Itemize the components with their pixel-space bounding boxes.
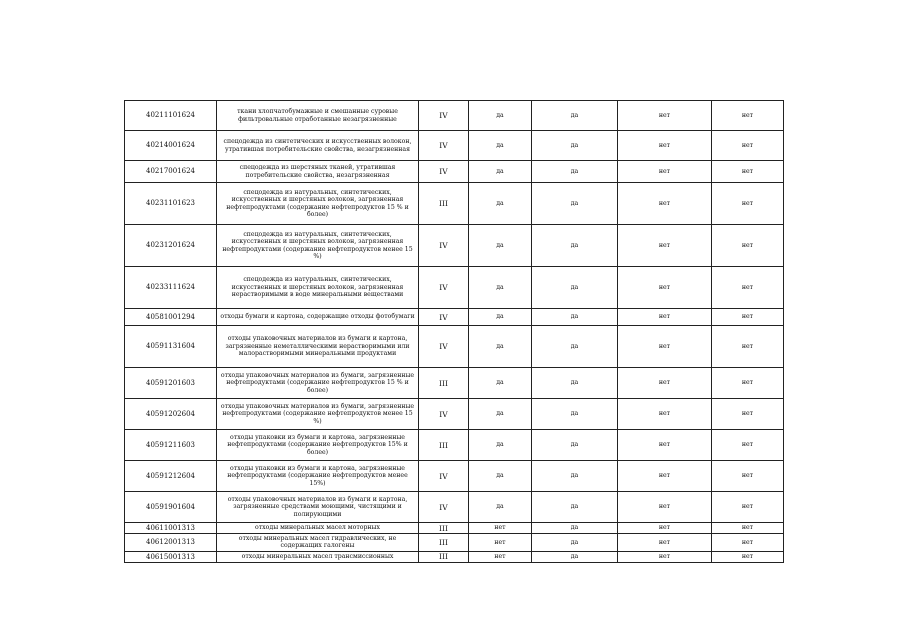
hazard-class-cell: III: [419, 368, 469, 399]
waste-code-cell: 40591202604: [125, 399, 217, 430]
hazard-class-cell: III: [419, 430, 469, 461]
status-cell: нет: [469, 534, 532, 552]
waste-code-cell: 40591901604: [125, 492, 217, 523]
hazard-class-cell: III: [419, 551, 469, 562]
hazard-class-cell: IV: [419, 225, 469, 267]
status-cell: да: [532, 101, 618, 131]
hazard-class-cell: III: [419, 523, 469, 534]
waste-description-cell: отходы упаковочных материалов из бумаги, загрязненные нефтепродуктами (содержание нефтепродуктов менее 15 %): [217, 399, 419, 430]
status-cell: нет: [618, 551, 712, 562]
hazard-class-cell: IV: [419, 161, 469, 183]
status-cell: да: [469, 267, 532, 309]
status-cell: нет: [712, 131, 784, 161]
status-cell: да: [532, 267, 618, 309]
status-cell: нет: [712, 461, 784, 492]
status-cell: нет: [712, 551, 784, 562]
waste-description-cell: отходы упаковочных материалов из бумаги и картона, загрязненные средствами моющими, чистящими и полирующими: [217, 492, 419, 523]
hazard-class-cell: IV: [419, 399, 469, 430]
status-cell: нет: [712, 368, 784, 399]
waste-code-cell: 40233111624: [125, 267, 217, 309]
status-cell: нет: [712, 161, 784, 183]
status-cell: да: [469, 101, 532, 131]
waste-table-container: [124, 100, 783, 563]
waste-code-cell: 40611001313: [125, 523, 217, 534]
hazard-class-cell: IV: [419, 309, 469, 326]
status-cell: да: [469, 461, 532, 492]
hazard-class-cell: III: [419, 534, 469, 552]
status-cell: нет: [618, 183, 712, 225]
status-cell: нет: [618, 368, 712, 399]
status-cell: да: [532, 523, 618, 534]
status-cell: да: [532, 430, 618, 461]
status-cell: да: [532, 326, 618, 368]
status-cell: да: [532, 461, 618, 492]
status-cell: да: [532, 534, 618, 552]
waste-code-cell: 40591211603: [125, 430, 217, 461]
status-cell: нет: [618, 534, 712, 552]
status-cell: да: [532, 399, 618, 430]
table-row: [125, 368, 784, 399]
hazard-class-cell: IV: [419, 461, 469, 492]
waste-description-cell: отходы упаковочных материалов из бумаги и картона, загрязненные неметаллическими нерастворимыми или малорастворимыми минеральными продуктами: [217, 326, 419, 368]
table-body: [125, 101, 784, 563]
waste-description-cell: спецодежда из синтетических и искусственных волокон, утратившая потребительские свойства, незагрязненная: [217, 131, 419, 161]
table-row: [125, 267, 784, 309]
status-cell: нет: [618, 161, 712, 183]
table-row: [125, 309, 784, 326]
hazard-class-cell: IV: [419, 131, 469, 161]
status-cell: да: [469, 368, 532, 399]
table-row: [125, 551, 784, 562]
status-cell: нет: [712, 267, 784, 309]
status-cell: нет: [712, 492, 784, 523]
status-cell: нет: [618, 430, 712, 461]
waste-description-cell: спецодежда из шерстяных тканей, утратившая потребительские свойства, незагрязненная: [217, 161, 419, 183]
table-row: [125, 183, 784, 225]
status-cell: да: [532, 492, 618, 523]
status-cell: нет: [712, 523, 784, 534]
waste-description-cell: отходы упаковки из бумаги и картона, загрязненные нефтепродуктами (содержание нефтепродуктов менее 15%): [217, 461, 419, 492]
waste-code-cell: 40214001624: [125, 131, 217, 161]
waste-description-cell: ткани хлопчатобумажные и смешанные суровые фильтровальные отработанные незагрязненные: [217, 101, 419, 131]
status-cell: нет: [469, 523, 532, 534]
status-cell: да: [532, 131, 618, 161]
waste-code-cell: 40615001313: [125, 551, 217, 562]
table-row: [125, 161, 784, 183]
waste-description-cell: отходы упаковки из бумаги и картона, загрязненные нефтепродуктами (содержание нефтепродуктов 15% и более): [217, 430, 419, 461]
waste-description-cell: спецодежда из натуральных, синтетических, искусственных и шерстяных волокон, загрязненная нефтепродуктами (содержание нефтепродуктов менее 15 %): [217, 225, 419, 267]
status-cell: да: [469, 225, 532, 267]
table-row: [125, 461, 784, 492]
status-cell: нет: [618, 399, 712, 430]
status-cell: нет: [618, 225, 712, 267]
table-row: [125, 326, 784, 368]
status-cell: да: [532, 309, 618, 326]
waste-code-cell: 40591212604: [125, 461, 217, 492]
waste-description-cell: отходы минеральных масел трансмиссионных: [217, 551, 419, 562]
status-cell: да: [532, 225, 618, 267]
status-cell: да: [469, 309, 532, 326]
table-row: [125, 131, 784, 161]
table-row: [125, 523, 784, 534]
status-cell: нет: [712, 326, 784, 368]
status-cell: да: [532, 161, 618, 183]
waste-code-cell: 40231101623: [125, 183, 217, 225]
hazard-class-cell: IV: [419, 326, 469, 368]
status-cell: нет: [712, 183, 784, 225]
status-cell: нет: [618, 309, 712, 326]
status-cell: нет: [712, 534, 784, 552]
waste-code-cell: 40217001624: [125, 161, 217, 183]
waste-code-cell: 40612001313: [125, 534, 217, 552]
status-cell: да: [469, 131, 532, 161]
status-cell: да: [469, 399, 532, 430]
table-row: [125, 101, 784, 131]
status-cell: да: [469, 161, 532, 183]
waste-code-cell: 40211101624: [125, 101, 217, 131]
table-row: [125, 492, 784, 523]
status-cell: нет: [618, 492, 712, 523]
status-cell: нет: [618, 101, 712, 131]
table-row: [125, 534, 784, 552]
hazard-class-cell: IV: [419, 267, 469, 309]
waste-code-cell: 40591131604: [125, 326, 217, 368]
waste-description-cell: отходы минеральных масел моторных: [217, 523, 419, 534]
table-row: [125, 430, 784, 461]
table-row: [125, 399, 784, 430]
hazard-class-cell: IV: [419, 101, 469, 131]
status-cell: нет: [712, 399, 784, 430]
status-cell: да: [469, 492, 532, 523]
status-cell: нет: [712, 430, 784, 461]
waste-code-cell: 40231201624: [125, 225, 217, 267]
table-row: [125, 225, 784, 267]
status-cell: да: [532, 368, 618, 399]
status-cell: нет: [712, 309, 784, 326]
status-cell: нет: [618, 267, 712, 309]
status-cell: да: [469, 183, 532, 225]
status-cell: нет: [618, 523, 712, 534]
status-cell: нет: [618, 326, 712, 368]
waste-code-cell: 40591201603: [125, 368, 217, 399]
waste-code-cell: 40581001294: [125, 309, 217, 326]
waste-description-cell: отходы минеральных масел гидравлических, не содержащих галогены: [217, 534, 419, 552]
status-cell: нет: [618, 461, 712, 492]
hazard-class-cell: III: [419, 183, 469, 225]
status-cell: да: [469, 326, 532, 368]
status-cell: да: [532, 551, 618, 562]
waste-description-cell: спецодежда из натуральных, синтетических, искусственных и шерстяных волокон, загрязненная нерастворимыми в воде минеральными веществами: [217, 267, 419, 309]
waste-description-cell: отходы упаковочных материалов из бумаги, загрязненные нефтепродуктами (содержание нефтепродуктов 15 % и более): [217, 368, 419, 399]
waste-classification-table: [124, 100, 784, 563]
waste-description-cell: отходы бумаги и картона, содержащие отходы фотобумаги: [217, 309, 419, 326]
status-cell: нет: [712, 225, 784, 267]
hazard-class-cell: IV: [419, 492, 469, 523]
status-cell: нет: [618, 131, 712, 161]
status-cell: нет: [712, 101, 784, 131]
status-cell: да: [469, 430, 532, 461]
waste-description-cell: спецодежда из натуральных, синтетических, искусственных и шерстяных волокон, загрязненная нефтепродуктами (содержание нефтепродуктов 15 % и более): [217, 183, 419, 225]
status-cell: нет: [469, 551, 532, 562]
status-cell: да: [532, 183, 618, 225]
